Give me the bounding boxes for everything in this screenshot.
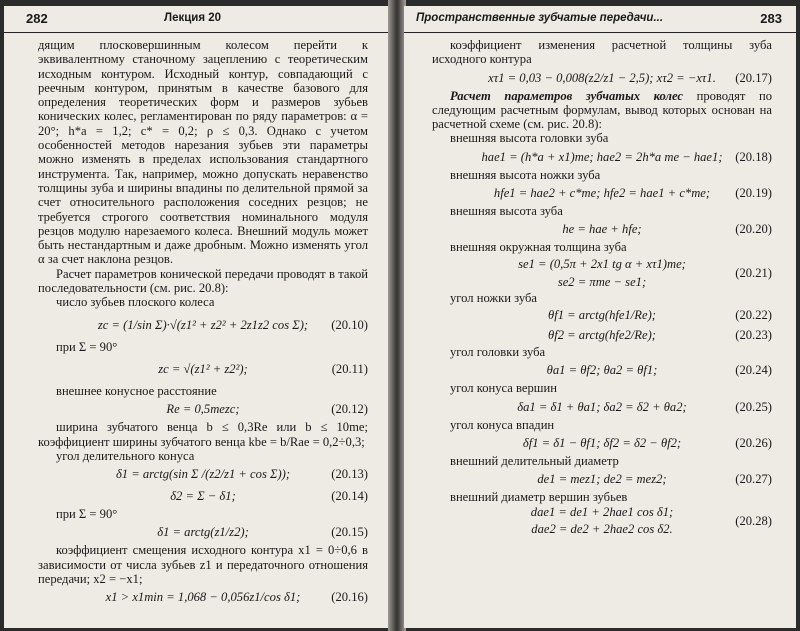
equation-number: (20.20)	[735, 222, 772, 237]
formula-label: внешняя окружная толщина зуба	[450, 240, 627, 255]
left-page	[4, 6, 390, 628]
formula-label: угол ножки зуба	[450, 290, 537, 305]
formula-label: при Σ = 90°	[56, 339, 118, 354]
paragraph: коэффициент изменения расчетной толщины зуба исходного контура	[432, 38, 772, 67]
running-title: Пространственные зубчатые передачи...	[416, 12, 664, 24]
formula: δa1 = δ1 + θa1; δa2 = δ2 + θa2;	[517, 399, 687, 414]
equation-number: (20.28)	[735, 514, 772, 529]
paragraph-text: проводят по следующим расчетным формулам, вывод которых основан на расчетной схеме (см. рис. 20.8):	[432, 88, 773, 132]
formula: θf2 = arctg(hfe2/Re);	[548, 327, 656, 342]
paragraph: ширина зубчатого венца b ≤ 0,3Re или b ≤ 10me; коэффициент ширины зубчатого венца kbe = b/Rae = 0,2÷0,3;	[38, 420, 368, 449]
equation-number: (20.21)	[735, 265, 772, 280]
equation-number: (20.22)	[735, 307, 772, 322]
equation-20-22	[432, 305, 772, 325]
equation-20-12	[38, 398, 368, 420]
equation-20-19	[432, 182, 772, 204]
formula: zc = √(z1² + z2²);	[158, 361, 248, 376]
paragraph: дящим плосковершинным колесом перейти к эквивалентному станочному зацеплению с теоретическим исходным контуром. Исходный контур, совпадающий с реечным контуром, принятым в качестве базового для определения теоретических форм и размеров зубьев конических колес, регламентирован по ряду параметров: α = 20°; h*a = 1,2; c* = 0,2; ρ ≤ 0,3. Однако с учетом особенностей методов нарезания зубьев эти параметры можно изменять в пределах использования стандартного инструмента. Так, например, можно допускать неравенство толщины зуба и ширины впадины по делительной прямой за счет относительного расположения соседних резцов; не требуется строгого соответствия номинального модуля резцов модулю нарезаемого колеса. Внешний модуль может быть нестандартным и даже дробным. Можно изменять угол α за счет наклона резцов.	[38, 38, 368, 267]
equation-number: (20.15)	[331, 525, 368, 540]
equation-20-23	[432, 325, 772, 345]
equation-20-10	[38, 310, 368, 340]
equation-number: (20.17)	[735, 70, 772, 85]
formula: zc = (1/sin Σ)·√(z1² + z2² + 2z1z2 cos Σ);	[97, 317, 309, 332]
equation-number: (20.12)	[331, 402, 368, 417]
equation-20-20	[432, 218, 772, 240]
equation-number: (20.14)	[331, 489, 368, 504]
equation-20-28	[432, 504, 772, 538]
formula-label: число зубьев плоского колеса	[56, 295, 215, 310]
equation-number: (20.11)	[331, 361, 368, 376]
equation-number: (20.23)	[735, 327, 772, 342]
page-header	[404, 6, 796, 33]
paragraph: Расчет параметров конической передачи проводят в такой последовательности (см. рис. 20.8):	[38, 266, 368, 296]
formula: δf1 = δ1 − θf1; δf2 = δ2 − θf2;	[522, 435, 682, 450]
formula-label: внешняя высота ножки зуба	[450, 167, 601, 182]
equation-20-13	[38, 463, 368, 485]
equation-20-17	[432, 67, 772, 89]
formula: de1 = mez1; de2 = mez2;	[537, 472, 667, 487]
equation-number: (20.25)	[735, 399, 772, 414]
formula-label: внешнее конусное расстояние	[56, 383, 217, 398]
equation-number: (20.19)	[735, 186, 772, 201]
formula: δ1 = arctg(sin Σ /(z2/z1 + cos Σ));	[115, 467, 291, 482]
page-header	[4, 6, 390, 33]
page-body	[4, 38, 390, 628]
equation-20-18	[432, 146, 772, 168]
equation-number: (20.13)	[331, 467, 368, 482]
equation-20-21	[432, 255, 772, 291]
equation-20-27	[432, 468, 772, 490]
equation-20-26	[432, 432, 772, 454]
formula: he = hae + hfe;	[562, 222, 642, 237]
formula: Re = 0,5mezc;	[166, 402, 240, 417]
equation-20-24	[432, 359, 772, 381]
equation-20-11	[38, 354, 368, 384]
right-page	[404, 6, 796, 628]
formula: se2 = πme − se1;	[557, 274, 647, 289]
formula-label: внешняя высота зуба	[450, 204, 563, 219]
equation-number: (20.24)	[735, 363, 772, 378]
formula: dae2 = de2 + 2hae2 cos δ2.	[531, 522, 673, 537]
equation-number: (20.18)	[735, 149, 772, 164]
equation-number: (20.16)	[331, 590, 368, 605]
formula: se1 = (0,5π + 2x1 tg α + xτ1)me;	[518, 256, 686, 271]
formula: δ1 = arctg(z1/z2);	[157, 525, 249, 540]
formula: θf1 = arctg(hfe1/Re);	[548, 307, 656, 322]
formula: hae1 = (h*a + x1)me; hae2 = 2h*a me − hae1;	[481, 149, 723, 164]
formula-label: внешний делительный диаметр	[450, 453, 619, 468]
running-title: Лекция 20	[164, 12, 222, 24]
formula: xτ1 = 0,03 − 0,008(z2/z1 − 2,5); xτ2 = −xτ1.	[488, 70, 716, 85]
formula-label: внешняя высота головки зуба	[450, 131, 609, 146]
equation-20-16	[38, 586, 368, 608]
formula-label: при Σ = 90°	[56, 507, 118, 522]
equation-20-25	[432, 396, 772, 418]
formula-label: угол конуса вершин	[450, 381, 557, 396]
paragraph: коэффициент смещения исходного контура x1 = 0÷0,6 в зависимости от числа зубьев z1 и передаточного отношения передачи; x2 = −x1;	[38, 543, 368, 587]
formula: x1 > x1min = 1,068 − 0,056z1/cos δ1;	[105, 590, 301, 605]
formula: δ2 = Σ − δ1;	[170, 489, 236, 504]
paragraph	[432, 89, 772, 132]
formula-label: угол головки зуба	[450, 344, 546, 359]
formula-label: внешний диаметр вершин зубьев	[450, 490, 628, 505]
formula: dae1 = de1 + 2hae1 cos δ1;	[530, 505, 674, 520]
formula: θa1 = θf2; θa2 = θf1;	[546, 363, 658, 378]
page-number: 283	[760, 11, 782, 26]
equation-number: (20.26)	[735, 435, 772, 450]
page-number: 282	[26, 11, 48, 26]
formula: hfe1 = hae2 + c*me; hfe2 = hae1 + c*me;	[493, 186, 711, 201]
italic-lead: Расчет параметров зубчатых колес	[450, 88, 684, 103]
equation-number: (20.10)	[331, 317, 368, 332]
page-body	[404, 38, 796, 628]
equation-number: (20.27)	[735, 472, 772, 487]
equation-20-15	[38, 521, 368, 543]
equation-20-14	[38, 485, 368, 507]
formula-label: угол конуса впадин	[450, 417, 555, 432]
formula-label: угол делительного конуса	[56, 448, 195, 463]
